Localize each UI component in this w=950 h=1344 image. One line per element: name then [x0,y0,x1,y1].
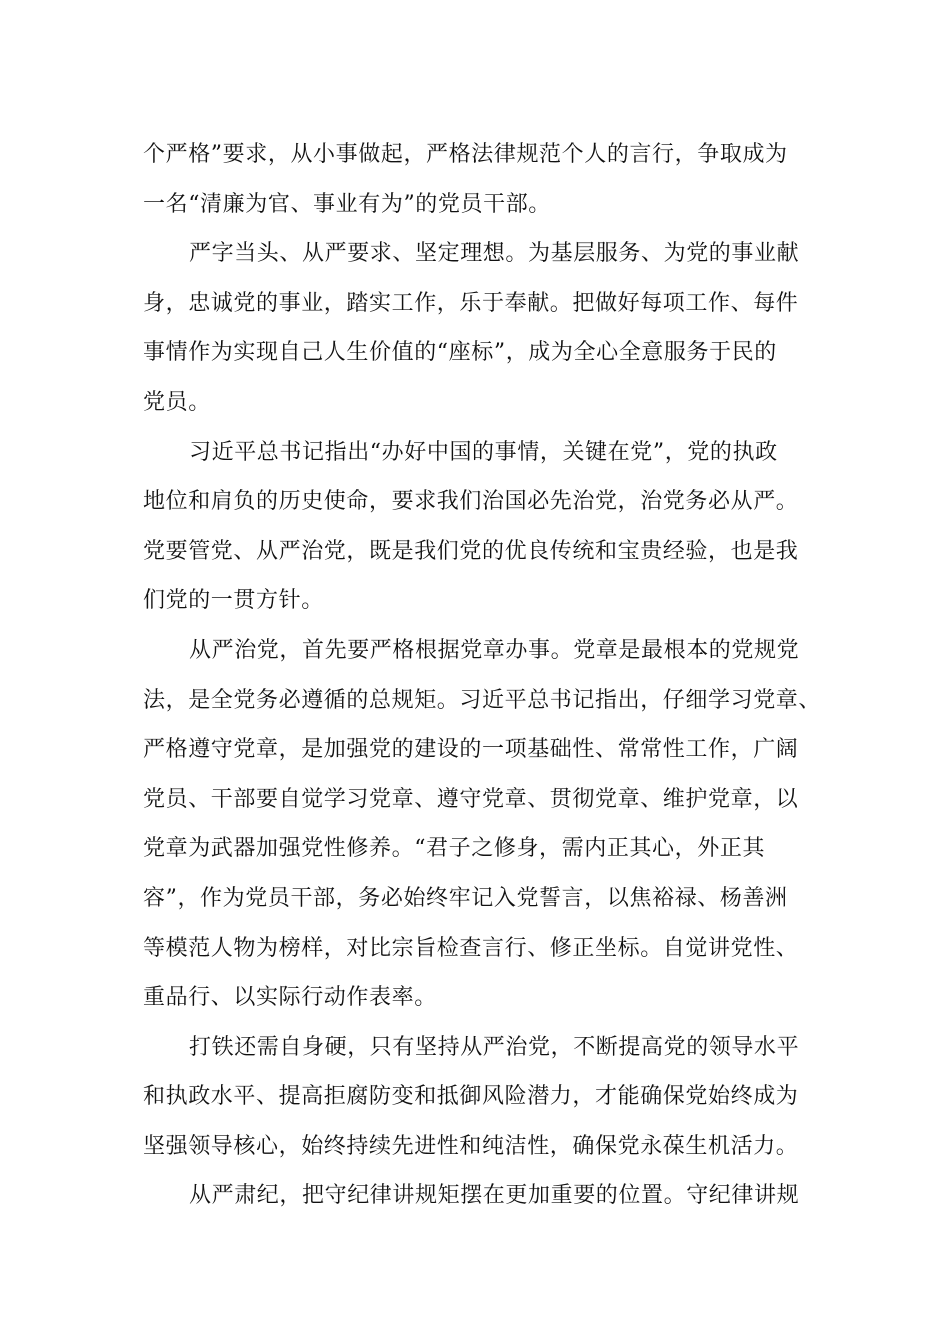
text-line: 从严治党，首先要严格根据党章办事。党章是最根本的党规党 [189,637,800,663]
text-line: 打铁还需自身硬，只有坚持从严治党，不断提高党的领导水平 [189,1034,800,1060]
text-line: 严格遵守党章，是加强党的建设的一项基础性、常常性工作，广阔 [143,737,799,763]
text-line: 党员。 [143,389,211,415]
text-line: 等模范人物为榜样，对比宗旨检查言行、修正坐标。自觉讲党性、 [143,935,799,961]
text-line: 重品行、以实际行动作表率。 [143,985,437,1011]
paragraph [143,428,823,626]
text-line: 和执政水平、提高拒腐防变和抵御风险潜力，才能确保党始终成为 [143,1084,799,1110]
paragraph [143,626,823,1023]
text-line: 党要管党、从严治党，既是我们党的优良传统和宝贵经验，也是我 [143,538,799,564]
text-line: 法，是全党务必遵循的总规矩。习近平总书记指出，仔细学习党章、 [143,687,822,713]
paragraph [143,130,823,229]
paragraph [143,229,823,427]
text-line: 身，忠诚党的事业，踏实工作，乐于奉献。把做好每项工作、每件 [143,290,799,316]
text-line: 党章为武器加强党性修养。“君子之修身，需内正其心，外正其 [143,836,766,862]
text-line: 个严格”要求，从小事做起，严格法律规范个人的言行，争取成为 [143,142,788,167]
paragraph [143,1171,823,1221]
text-line: 从严肃纪，把守纪律讲规矩摆在更加重要的位置。守纪律讲规 [189,1183,800,1209]
text-line: 坚强领导核心，始终持续先进性和纯洁性，确保党永葆生机活力。 [143,1133,799,1159]
paragraph [143,1023,823,1172]
text-line: 事情作为实现自己人生价值的“座标”，成为全心全意服务于民的 [143,340,777,366]
text-line: 一名“清廉为官、事业有为”的党员干部。 [143,191,551,217]
document-body [143,130,823,1221]
text-line: 容”，作为党员干部，务必始终牢记入党誓言，以焦裕禄、杨善洲 [143,885,788,911]
text-line: 党员、干部要自觉学习党章、遵守党章、贯彻党章、维护党章，以 [143,786,799,812]
text-line: 习近平总书记指出“办好中国的事情，关键在党”，党的执政 [189,439,778,465]
text-line: 们党的一贯方针。 [143,588,324,614]
text-line: 地位和肩负的历史使命，要求我们治国必先治党，治党务必从严。 [143,489,799,515]
text-line: 严字当头、从严要求、坚定理想。为基层服务、为党的事业献 [189,241,800,267]
